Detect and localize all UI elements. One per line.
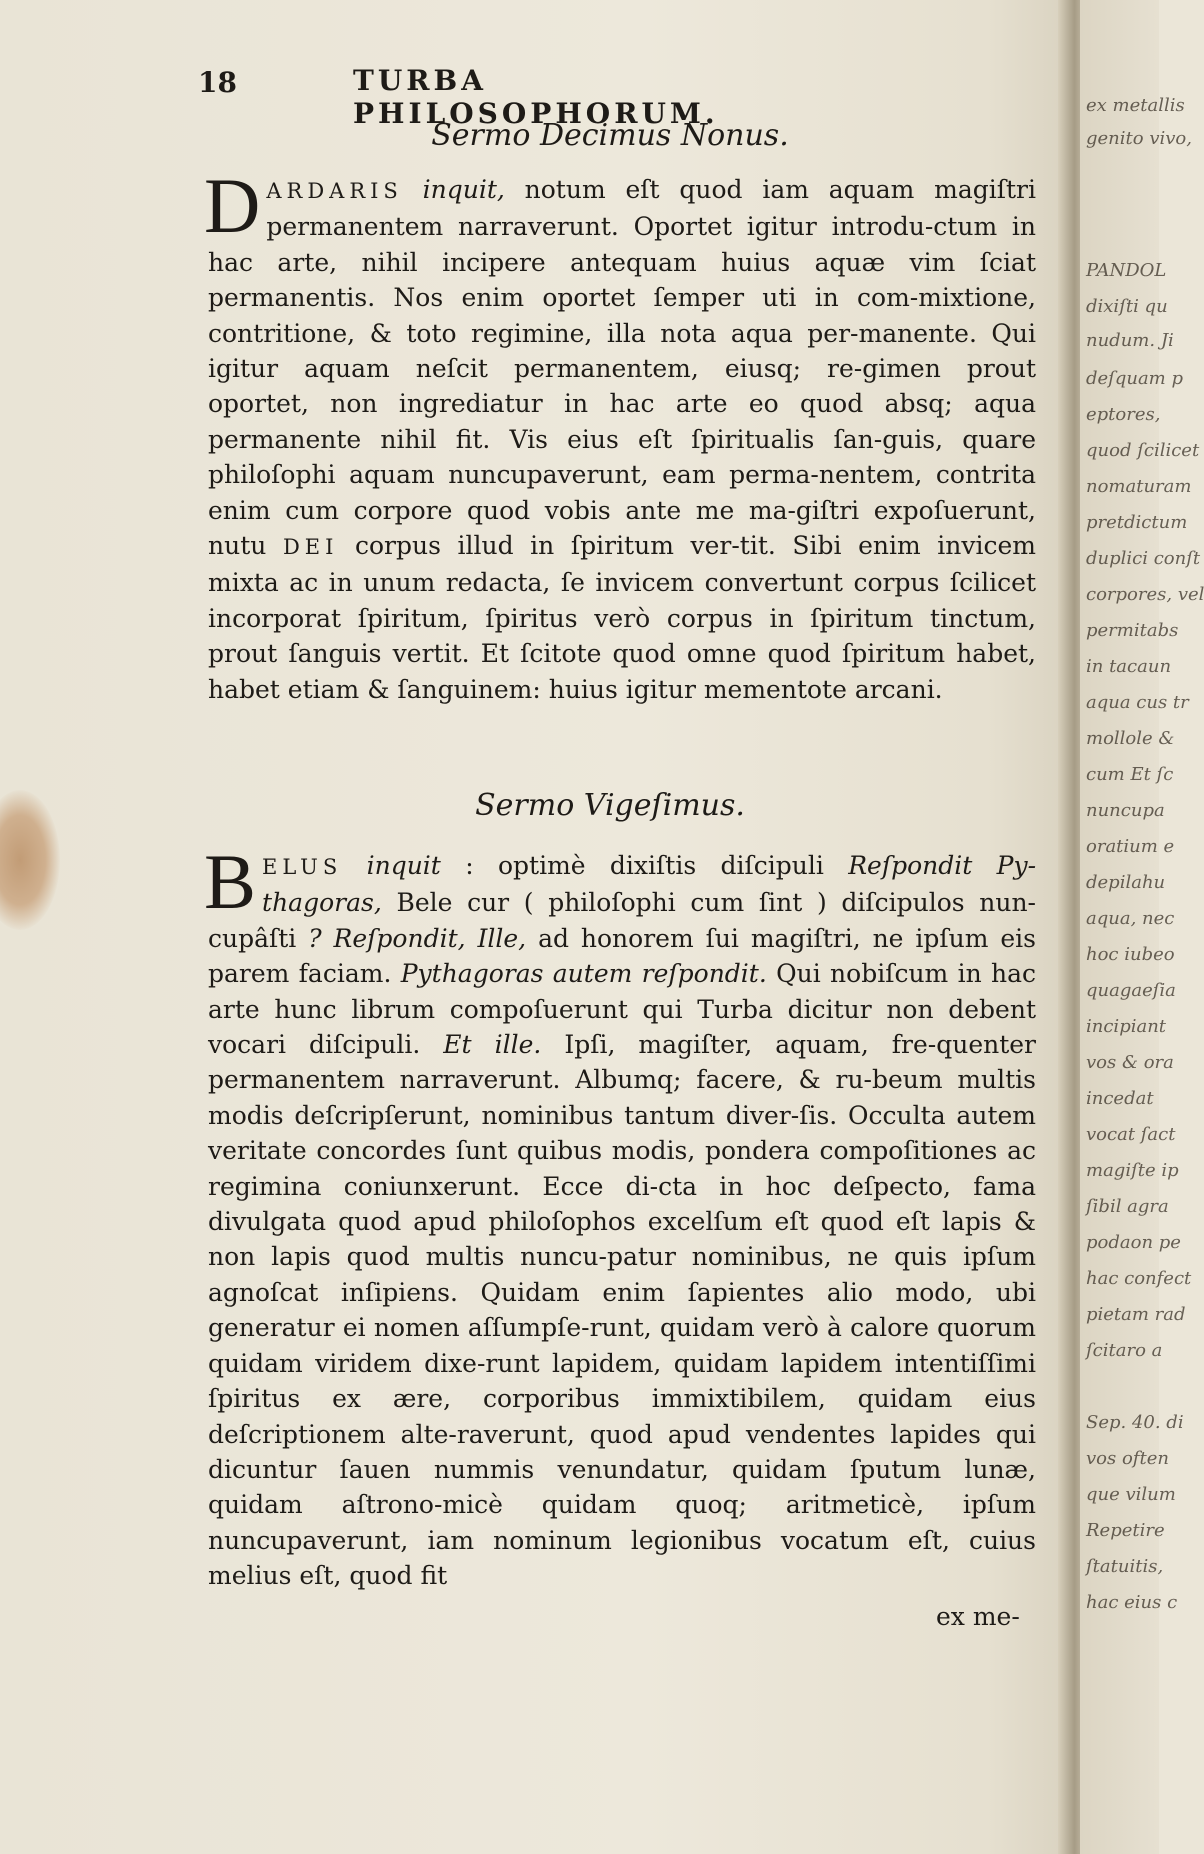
facing-page-line: depilahu <box>1086 872 1166 893</box>
inquit-word: inquit <box>366 851 441 880</box>
facing-page-line: pretdictum <box>1086 512 1188 533</box>
facing-page-line: nuncupa <box>1086 800 1165 821</box>
facing-page-line: oratium e <box>1086 836 1175 857</box>
facing-page-line: ex metallis <box>1086 95 1185 116</box>
body-text: corpus illud in ſpiritum ver-tit. Sibi enim invicem mixta ac in unum redacta, ſe invicem convertunt corpus ſcilicet incorporat ſpiritum, ſpiritus verò corpus in ſpiritum tinctum, prout ſanguis vertit. Et ſcitote quod omne quod ſpiritum habet, habet etiam & ſanguinem: huius igitur mementote arcani. <box>208 531 1037 704</box>
facing-page-line: aqua, nec <box>1086 908 1175 929</box>
facing-page-line: quagaeſia <box>1086 980 1176 1001</box>
facing-page-line: vos & ora <box>1086 1052 1174 1073</box>
facing-page-line: nudum. Ji <box>1086 330 1174 351</box>
dei-word: DEI <box>282 535 339 560</box>
sermo-20-body <box>204 838 1037 1594</box>
facing-page-line: hac eius c <box>1086 1592 1178 1613</box>
facing-page-line: hac confect <box>1086 1268 1192 1289</box>
facing-page-line: pietam rad <box>1086 1304 1186 1325</box>
sermo-19-body <box>204 162 1037 707</box>
speaker-name: ARDARIS <box>266 179 403 203</box>
page-number: 18 <box>198 66 237 99</box>
facing-page-line: genito vivo, <box>1086 128 1192 149</box>
body-text: : optimè dixiſtis diſcipuli <box>465 851 849 880</box>
italic-text: Et ille. <box>443 1030 542 1060</box>
drop-cap-d: D <box>204 162 261 249</box>
body-text: Bele cur ( philoſophi cum ſint ) diſcipulos nun-cupâſti <box>208 888 1037 953</box>
facing-page-line: que vilum <box>1086 1484 1176 1505</box>
running-head <box>198 62 838 130</box>
italic-text: Pythagoras autem reſpondit. <box>400 959 767 989</box>
body-text: Qui nobiſcum in hac arte hunc librum compoſuerunt qui Turba dicitur non debent vocari diſcipuli. <box>208 959 1036 1060</box>
facing-page-line: corpores, vel <box>1086 584 1204 605</box>
facing-page-line: incipiant <box>1086 1016 1167 1037</box>
sermo-19-title: Sermo Decimus Nonus. <box>431 118 789 153</box>
facing-page-line: in tacaun <box>1086 656 1172 677</box>
sermo-20-title: Sermo Vigeſimus. <box>475 788 745 823</box>
facing-page-line: eptores, <box>1086 404 1161 425</box>
facing-page-line: aqua cus tr <box>1086 692 1189 713</box>
body-text: ad honorem ſui magiſtri, ne ipſum eis parem faciam. <box>208 923 1036 989</box>
facing-page-line: Repetire <box>1086 1520 1165 1541</box>
facing-page-line: magiſte ip <box>1086 1160 1179 1181</box>
facing-page-line: permitabs <box>1086 620 1179 641</box>
drop-cap-b: B <box>204 838 257 925</box>
facing-page <box>1080 0 1204 1854</box>
facing-page-line: mollole & <box>1086 728 1175 749</box>
facing-page-line: hoc iubeo <box>1086 944 1175 965</box>
facing-page-line: vos often <box>1086 1448 1169 1469</box>
facing-page-line: nomaturam <box>1086 476 1192 497</box>
facing-page-line: dixiſti qu <box>1086 296 1168 317</box>
running-title: TURBA PHILOSOPHORUM. <box>353 64 719 130</box>
inquit-word: inquit, <box>422 175 505 204</box>
facing-page-line: quod ſcilicet <box>1086 440 1200 461</box>
facing-page-line: deſquam p <box>1086 368 1183 389</box>
facing-page-line: ſcitaro a <box>1086 1340 1163 1361</box>
facing-page-line: ſtatuitis, <box>1086 1556 1164 1577</box>
body-text: notum eſt quod iam aquam magiſtri permanentem narraverunt. Oportet igitur introdu-ctum in hac arte, nihil incipere antequam huius aquæ vim ſciat permanentis. Nos enim oportet ſemper uti in com-mixtione, contritione, & toto regimine, illa nota aqua per-manente. Qui igitur aquam neſcit permanentem, eiusq; re-gimen prout oportet, non ingrediatur in hac arte eo quod absq; aqua permanente nihil fit. Vis eius eſt ſpiritualis ſan-guis, quare philoſophi aquam nuncupaverunt, eam perma-nentem, contrita enim cum corpore quod vobis ante me ma-giſtri expoſuerunt, nutu <box>208 175 1037 561</box>
facing-page-line: vocat ſact <box>1086 1124 1176 1145</box>
facing-page-line: Sep. 40. di <box>1086 1412 1184 1433</box>
italic-text: Reſpondit Py-thagoras, <box>262 851 1037 918</box>
facing-page-line: incedat <box>1086 1088 1154 1109</box>
catchword: ex me- <box>936 1602 1020 1631</box>
facing-page-line: ſibil agra <box>1086 1196 1169 1217</box>
facing-page-line: duplici conſt <box>1086 548 1201 569</box>
facing-page-line: cum Et ſc <box>1086 764 1174 785</box>
italic-text: ? Reſpondit, Ille, <box>308 923 527 953</box>
body-text: Ipſi, magiſter, aquam, fre-quenter permanentem narraverunt. Albumq; facere, & ru-beum multis modis deſcripſerunt, nominibus tantum diver-ſis. Occulta autem veritate concordes ſunt quibus modis, pondera compoſitiones ac regimina coniunxerunt. Ecce di-cta in hoc deſpecto, fama divulgata quod apud philoſophos excelſum eſt quod eſt lapis & non lapis quod multis nuncu-patur nominibus, ne quis ipſum agnoſcat inſipiens. Quidam enim ſapientes alio modo, ubi generatur ei nomen aſſumpſe-runt, quidam verò à calore quorum quidam viridem dixe-runt lapidem, quidam lapidem intentiſſimi ſpiritus ex ære, corporibus immixtibilem, quidam eius deſcriptionem alte-raverunt, quod apud vendentes lapides qui dicuntur ſauen nummis venundatur, quidam ſputum lunæ, quidam aſtrono-micè quidam quoq; aritmeticè, ipſum nuncupaverunt, iam nominum legionibus vocatum eſt, cuius melius eſt, quod fit <box>208 1030 1037 1591</box>
speaker-name: ELUS <box>262 855 343 879</box>
facing-page-line: podaon pe <box>1086 1232 1181 1253</box>
facing-page-line: PANDOL <box>1086 260 1167 281</box>
